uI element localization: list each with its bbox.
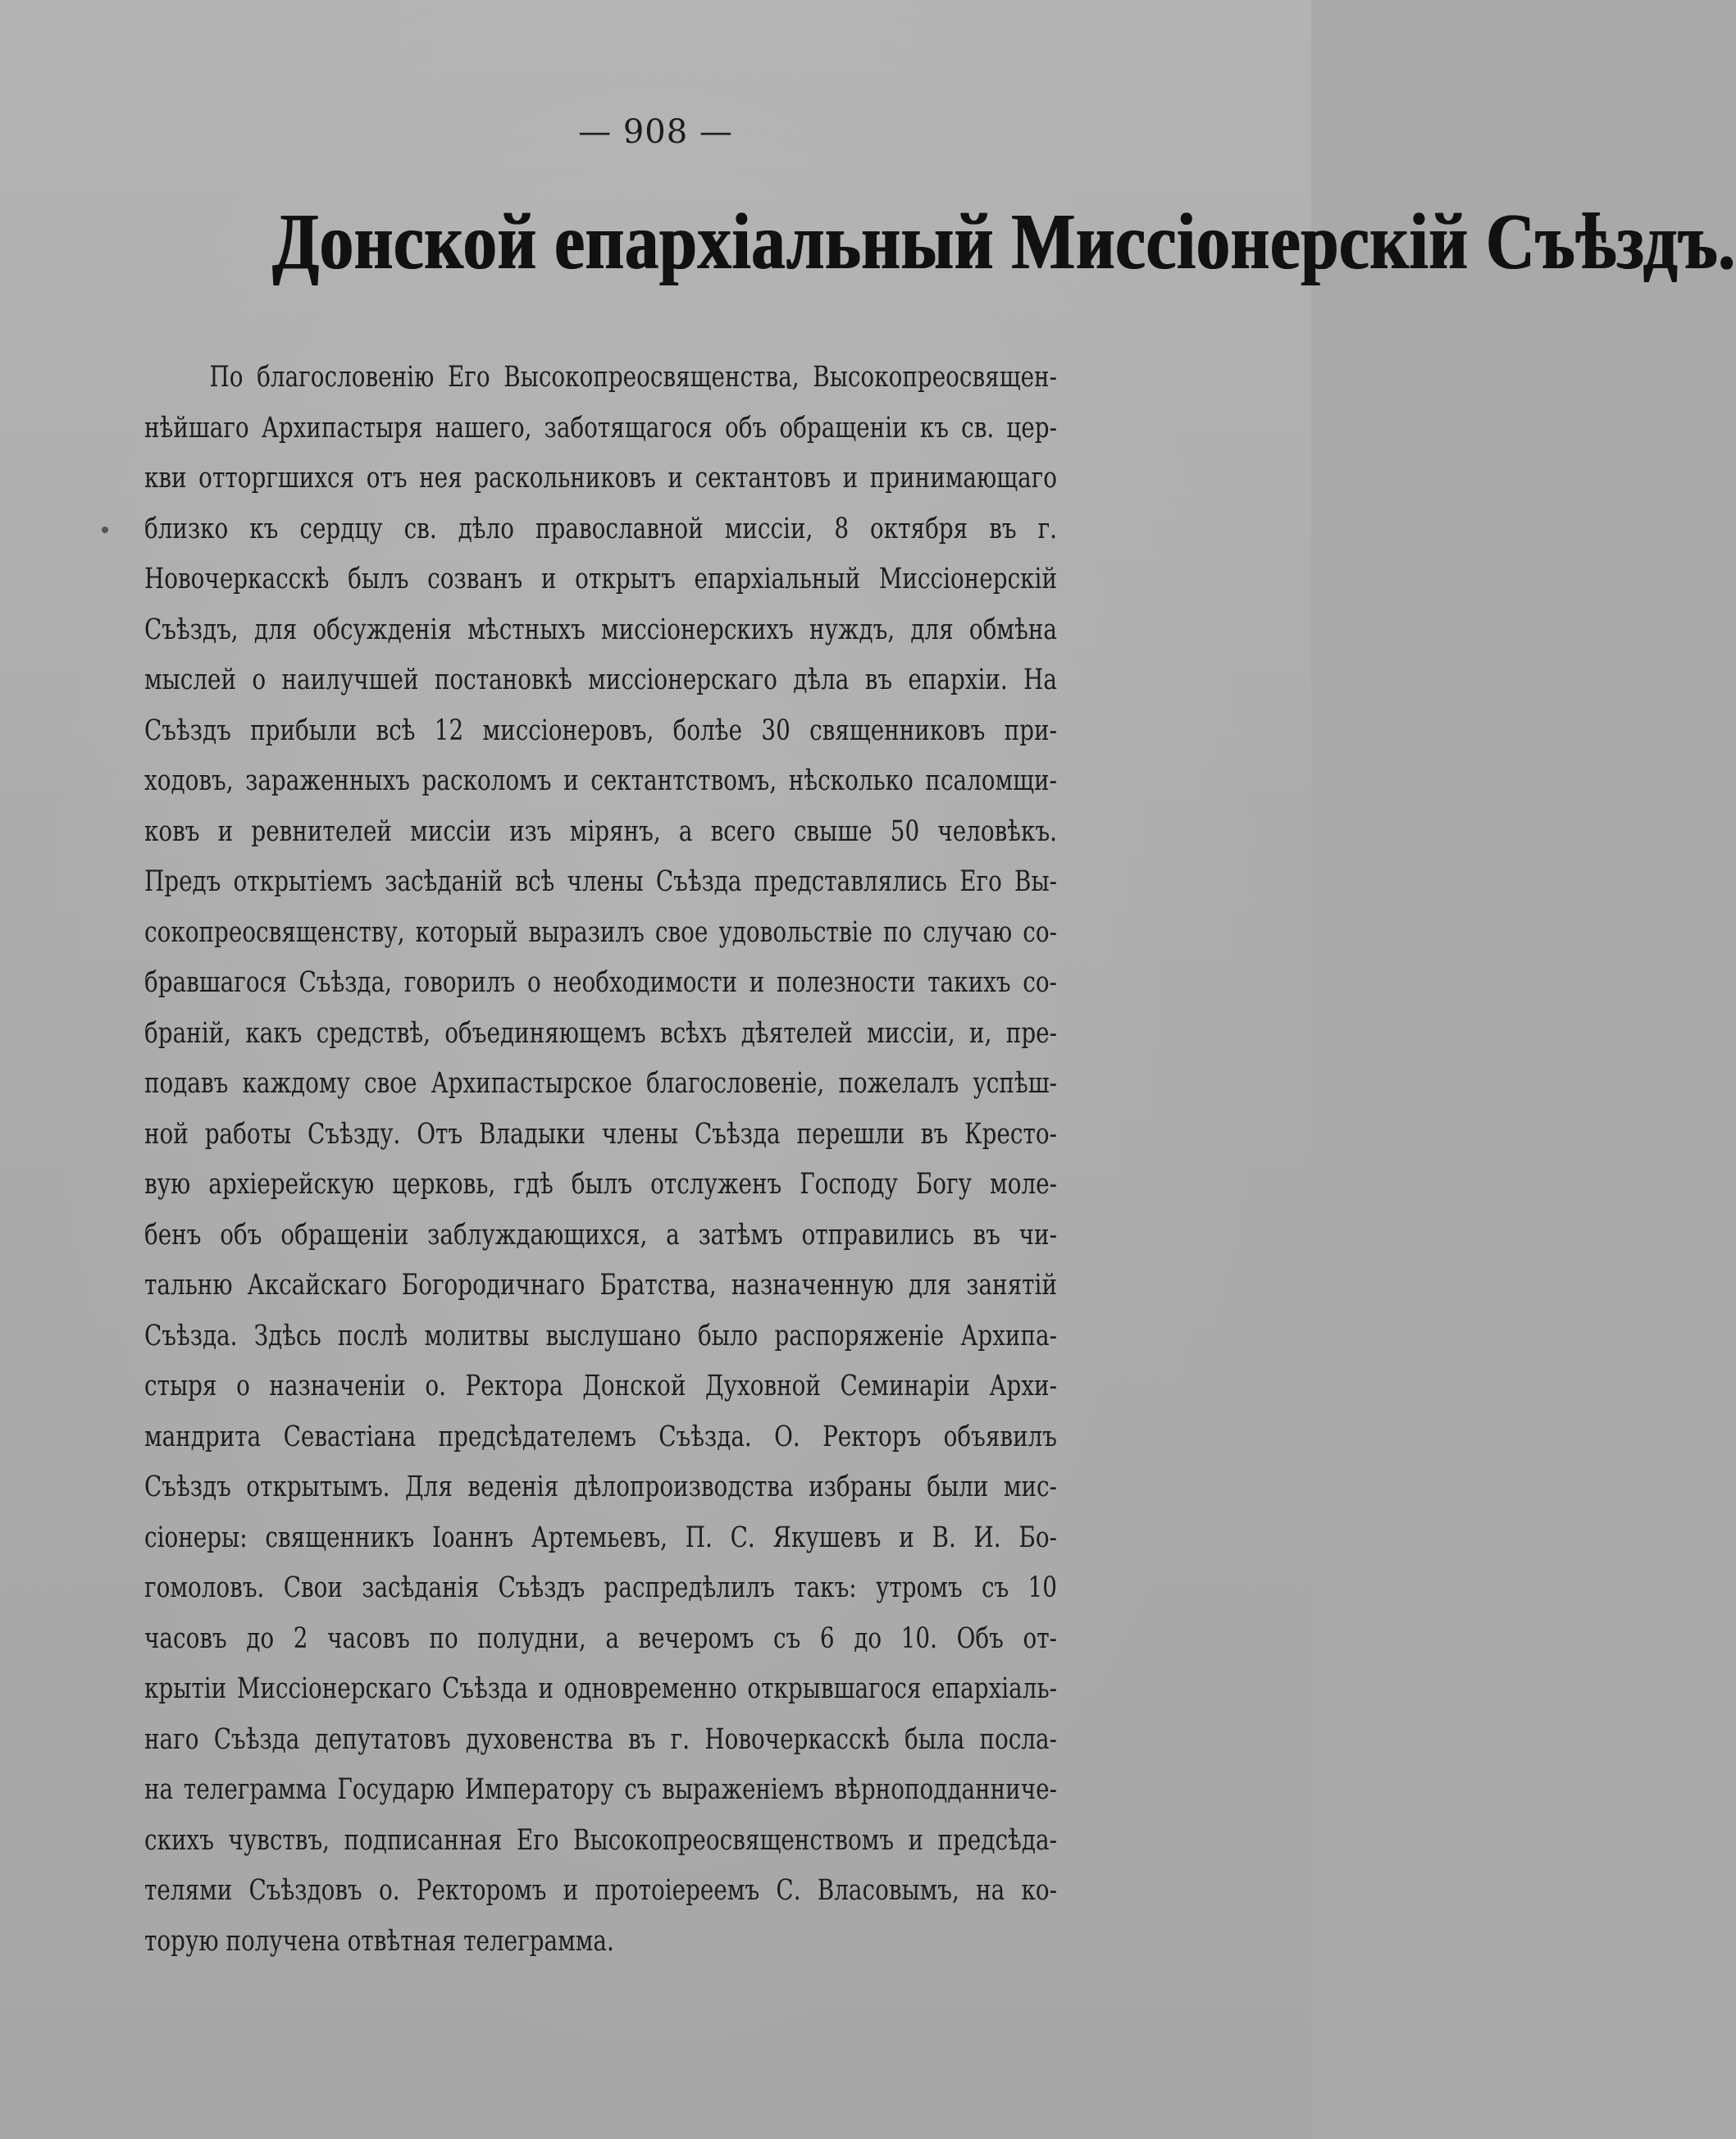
text-line: скихъ чувствъ, подписанная Его Высокопреосвященствомъ и предсѣда- xyxy=(144,1823,1057,1857)
text-line: гомоловъ. Свои засѣданія Съѣздъ распредѣлилъ такъ: утромъ съ 10 xyxy=(144,1571,1057,1604)
text-line: крытіи Миссіонерскаго Съѣзда и одновременно открывшагося епархіаль- xyxy=(144,1672,1057,1705)
text-line: Съѣзда. Здѣсь послѣ молитвы выслушано было распоряженіе Архипа- xyxy=(144,1319,1057,1352)
text-line: телями Съѣздовъ о. Ректоромъ и протоіереемъ С. Власовымъ, на ко- xyxy=(144,1874,1057,1907)
text-line: близко къ сердцу св. дѣло православной миссіи, 8 октября въ г. xyxy=(144,512,1057,545)
text-line: По благословенію Его Высокопреосвященства, Высокопреосвящен- xyxy=(209,361,1057,394)
text-line: Съѣздъ, для обсужденія мѣстныхъ миссіонерскихъ нуждъ, для обмѣна xyxy=(144,613,1057,646)
text-line: сіонеры: священникъ Іоаннъ Артемьевъ, П. С. Якушевъ и В. И. Бо- xyxy=(144,1521,1057,1554)
text-line: Съѣздъ прибыли всѣ 12 миссіонеровъ, болѣе 30 священниковъ при- xyxy=(144,714,1057,747)
page-number: — 908 — xyxy=(578,113,733,151)
text-line: Предъ открытіемъ засѣданій всѣ члены Съѣзда представлялись Его Вы- xyxy=(144,865,1057,898)
text-line: ной работы Съѣзду. Отъ Владыки члены Съѣзда перешли въ Кресто- xyxy=(144,1117,1057,1151)
text-line: ковъ и ревнителей миссіи изъ мірянъ, а всего свыше 50 человѣкъ. xyxy=(144,814,1057,848)
text-line: кви отторгшихся отъ нея раскольниковъ и сектантовъ и принимающаго xyxy=(144,462,1057,495)
margin-mark xyxy=(102,527,108,533)
text-line: часовъ до 2 часовъ по полудни, а вечеромъ съ 6 до 10. Объ от- xyxy=(144,1621,1057,1655)
text-line: мандрита Севастіана предсѣдателемъ Съѣзда. О. Ректоръ объявилъ xyxy=(144,1420,1057,1453)
text-line: мыслей о наилучшей постановкѣ миссіонерскаго дѣла въ епархіи. На xyxy=(144,664,1057,696)
text-line: стыря о назначеніи о. Ректора Донской Духовной Семинаріи Архи- xyxy=(144,1370,1057,1402)
text-line: торую получена отвѣтная телеграмма. xyxy=(144,1924,614,1958)
article-body xyxy=(144,353,1292,1967)
text-line: наго Съѣзда депутатовъ духовенства въ г. Новочеркасскѣ была посла- xyxy=(144,1722,1057,1756)
text-line: подавъ каждому свое Архипастырское благословеніе, пожелалъ успѣш- xyxy=(144,1067,1057,1100)
text-line: бенъ объ обращеніи заблуждающихся, а затѣмъ отправились въ чи- xyxy=(144,1218,1057,1252)
text-line: Новочеркасскѣ былъ созванъ и открытъ епархіальный Миссіонерскій xyxy=(144,563,1057,595)
text-line: на телеграмма Государю Императору съ выраженіемъ вѣрноподданниче- xyxy=(144,1773,1057,1806)
text-line: вую архіерейскую церковь, гдѣ былъ отслуженъ Господу Богу моле- xyxy=(144,1168,1057,1201)
article-title: Донской епархіальный Миссіонерскій Съѣздъ. xyxy=(272,198,1736,286)
text-line: браній, какъ средствѣ, объединяющемъ всѣхъ дѣятелей миссіи, и, пре- xyxy=(144,1016,1057,1050)
text-line: нѣйшаго Архипастыря нашего, заботящагося объ обращеніи къ св. цер- xyxy=(144,411,1057,445)
text-line: ходовъ, зараженныхъ расколомъ и сектантствомъ, нѣсколько псаломщи- xyxy=(144,764,1057,797)
text-line: сокопреосвященству, который выразилъ свое удовольствіе по случаю со- xyxy=(144,915,1057,949)
text-line: Съѣздъ открытымъ. Для веденія дѣлопроизводства избраны были мис- xyxy=(144,1471,1057,1503)
text-line: тальню Аксайскаго Богородичнаго Братства, назначенную для занятій xyxy=(144,1269,1057,1302)
text-line: бравшагося Съѣзда, говорилъ о необходимости и полезности такихъ со- xyxy=(144,966,1057,999)
